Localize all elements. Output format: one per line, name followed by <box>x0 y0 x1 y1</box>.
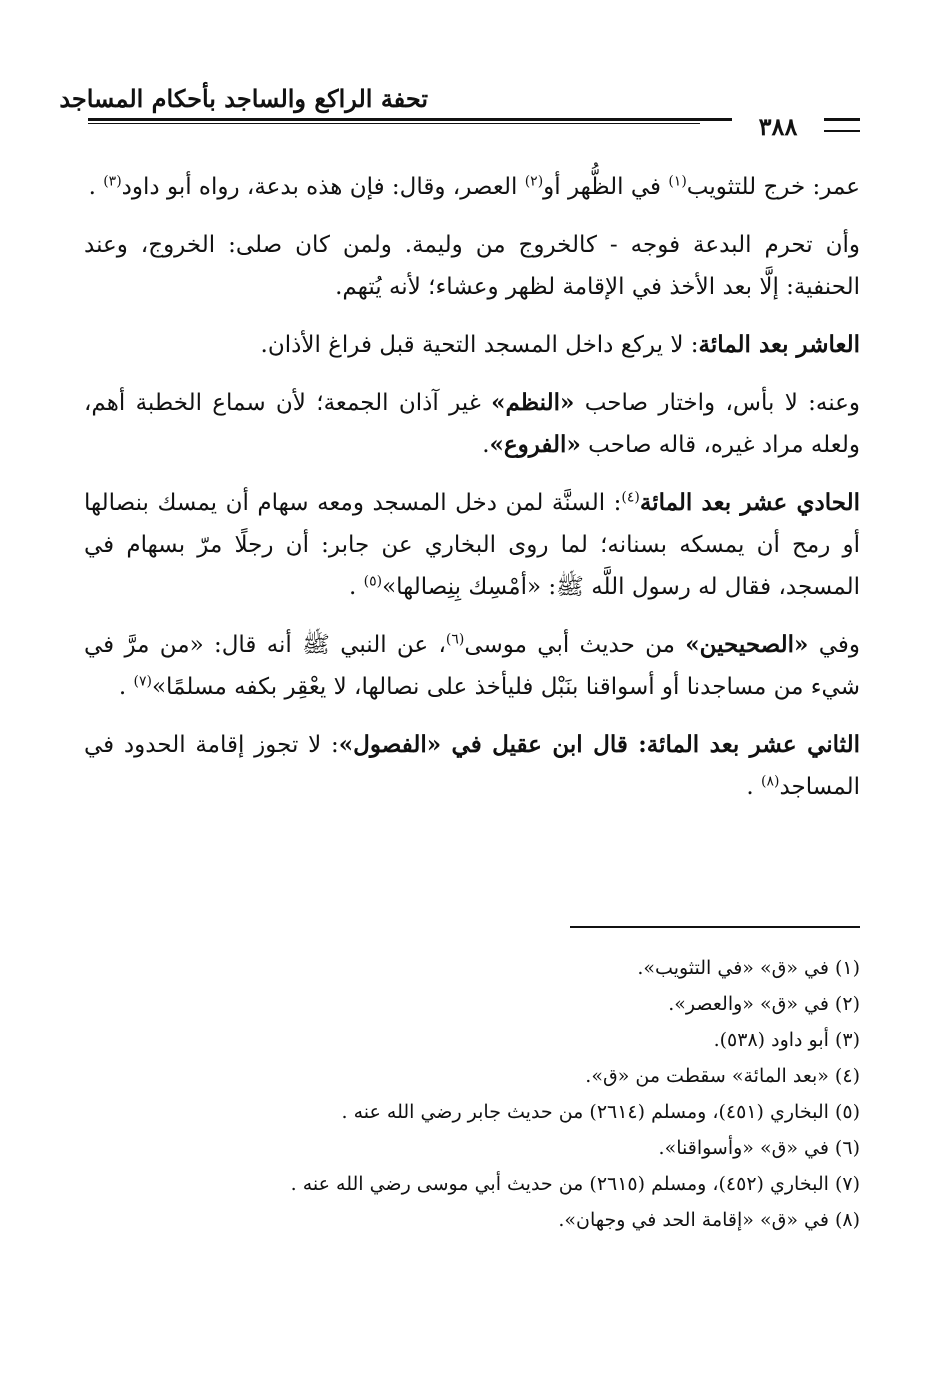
section-heading: العاشر بعد المائة <box>698 331 860 358</box>
footnote-5: (٥) البخاري (٤٥١)، ومسلم (٢٦١٤) من حديث جابر رضي الله عنه . <box>341 1101 860 1123</box>
header-rule-thin <box>88 123 700 124</box>
book-title: «الصحيحين» <box>685 631 809 658</box>
footnote-ref[interactable]: (٣) <box>103 173 122 190</box>
book-title: «الفروع» <box>489 431 581 458</box>
paragraph-end: . <box>348 574 364 600</box>
paragraph-text: غير آذان الجمعة؛ لأن سماع الخطبة أهم، ولعله مراد غيره، قاله صاحب <box>84 390 860 458</box>
footnote-ref[interactable]: (٦) <box>445 631 465 648</box>
paragraph-text: وفي <box>808 632 860 658</box>
paragraph-2 <box>84 224 860 308</box>
footnote-6: (٦) في «ق» «وأسواقنا». <box>658 1137 860 1159</box>
footnote-8: (٨) في «ق» «إقامة الحد في وجهان». <box>558 1209 860 1231</box>
footnote-ref[interactable]: (٨) <box>761 773 780 790</box>
footnote-ref[interactable]: (١) <box>668 173 687 190</box>
paragraph-text: من حديث أبي موسى <box>464 632 686 658</box>
paragraph-6 <box>84 624 860 708</box>
main-text <box>84 166 860 824</box>
footnote-3: (٣) أبو داود (٥٣٨). <box>713 1029 860 1051</box>
footnote-4: (٤) «بعد المائة» سقطت من «ق». <box>585 1065 860 1087</box>
paragraph-end: . <box>482 432 490 458</box>
paragraph-7 <box>84 724 860 808</box>
footnotes-list <box>84 950 860 1238</box>
paragraph-end: . <box>746 774 762 800</box>
paragraph-5 <box>84 482 860 608</box>
paragraph-1 <box>84 166 860 208</box>
paragraph-text: عمر: خرج للتثويب <box>686 174 860 200</box>
footnote-ref[interactable]: (٥) <box>363 573 383 590</box>
section-heading: الحادي عشر بعد المائة <box>639 489 860 516</box>
footnote-ref[interactable]: (٢) <box>524 173 544 190</box>
paragraph-text: وأن تحرم البدعة فوجه - كالخروج من وليمة. ولمن كان صلى: الخروج، وعند الحنفية: إلَّا بعد الأخذ في الإقامة لظهر وعشاء؛ لأنه يُتهم. <box>84 232 860 300</box>
paragraph-text: : لا تجوز إقامة الحدود في المساجد <box>84 732 860 800</box>
paragraph-3 <box>84 324 860 366</box>
footnote-7: (٧) البخاري (٤٥٢)، ومسلم (٢٦١٥) من حديث أبي موسى رضي الله عنه . <box>290 1173 860 1195</box>
running-title: تحفة الراكع والساجد بأحكام المساجد <box>59 84 428 113</box>
section-heading: الثاني عشر بعد المائة: قال ابن عقيل في «الفصول» <box>338 731 860 758</box>
book-title: «النظم» <box>491 389 575 416</box>
paragraph-end: . <box>88 174 104 200</box>
footnote-1: (١) في «ق» «في التثويب». <box>637 957 860 979</box>
paragraph-4 <box>84 382 860 466</box>
page-number: ٣٨٨ <box>732 112 824 141</box>
footnote-ref[interactable]: (٤) <box>621 489 640 506</box>
paragraph-text: ، عن النبي ﷺ أنه قال: «من مرَّ في شيء من مساجدنا أو أسواقنا بنَبْل فليأخذ على نصالها، لا يعْقِر بكفه مسلمًا» <box>84 632 860 700</box>
footnote-separator <box>570 926 860 928</box>
footnote-ref[interactable]: (٧) <box>133 673 152 690</box>
paragraph-text: العصر، وقال: فإن هذه بدعة، رواه أبو داود <box>121 174 525 200</box>
paragraph-text: في الظُّهر أو <box>543 174 669 200</box>
paragraph-end: . <box>118 674 134 700</box>
footnote-2: (٢) في «ق» «والعصر». <box>668 993 860 1015</box>
paragraph-text: : لا يركع داخل المسجد التحية قبل فراغ الأذان. <box>260 332 699 358</box>
paragraph-text: : السنَّة لمن دخل المسجد ومعه سهام أن يمسك بنصالها أو رمح أن يمسكه بسنانه؛ لما روى البخاري عن جابر: أن رجلًا مرّ بسهام في المسجد، فقال له رسول اللَّه ﷺ: «أمْسِك بِنِصالها» <box>84 490 860 600</box>
paragraph-text: وعنه: لا بأس، واختار صاحب <box>574 390 861 416</box>
